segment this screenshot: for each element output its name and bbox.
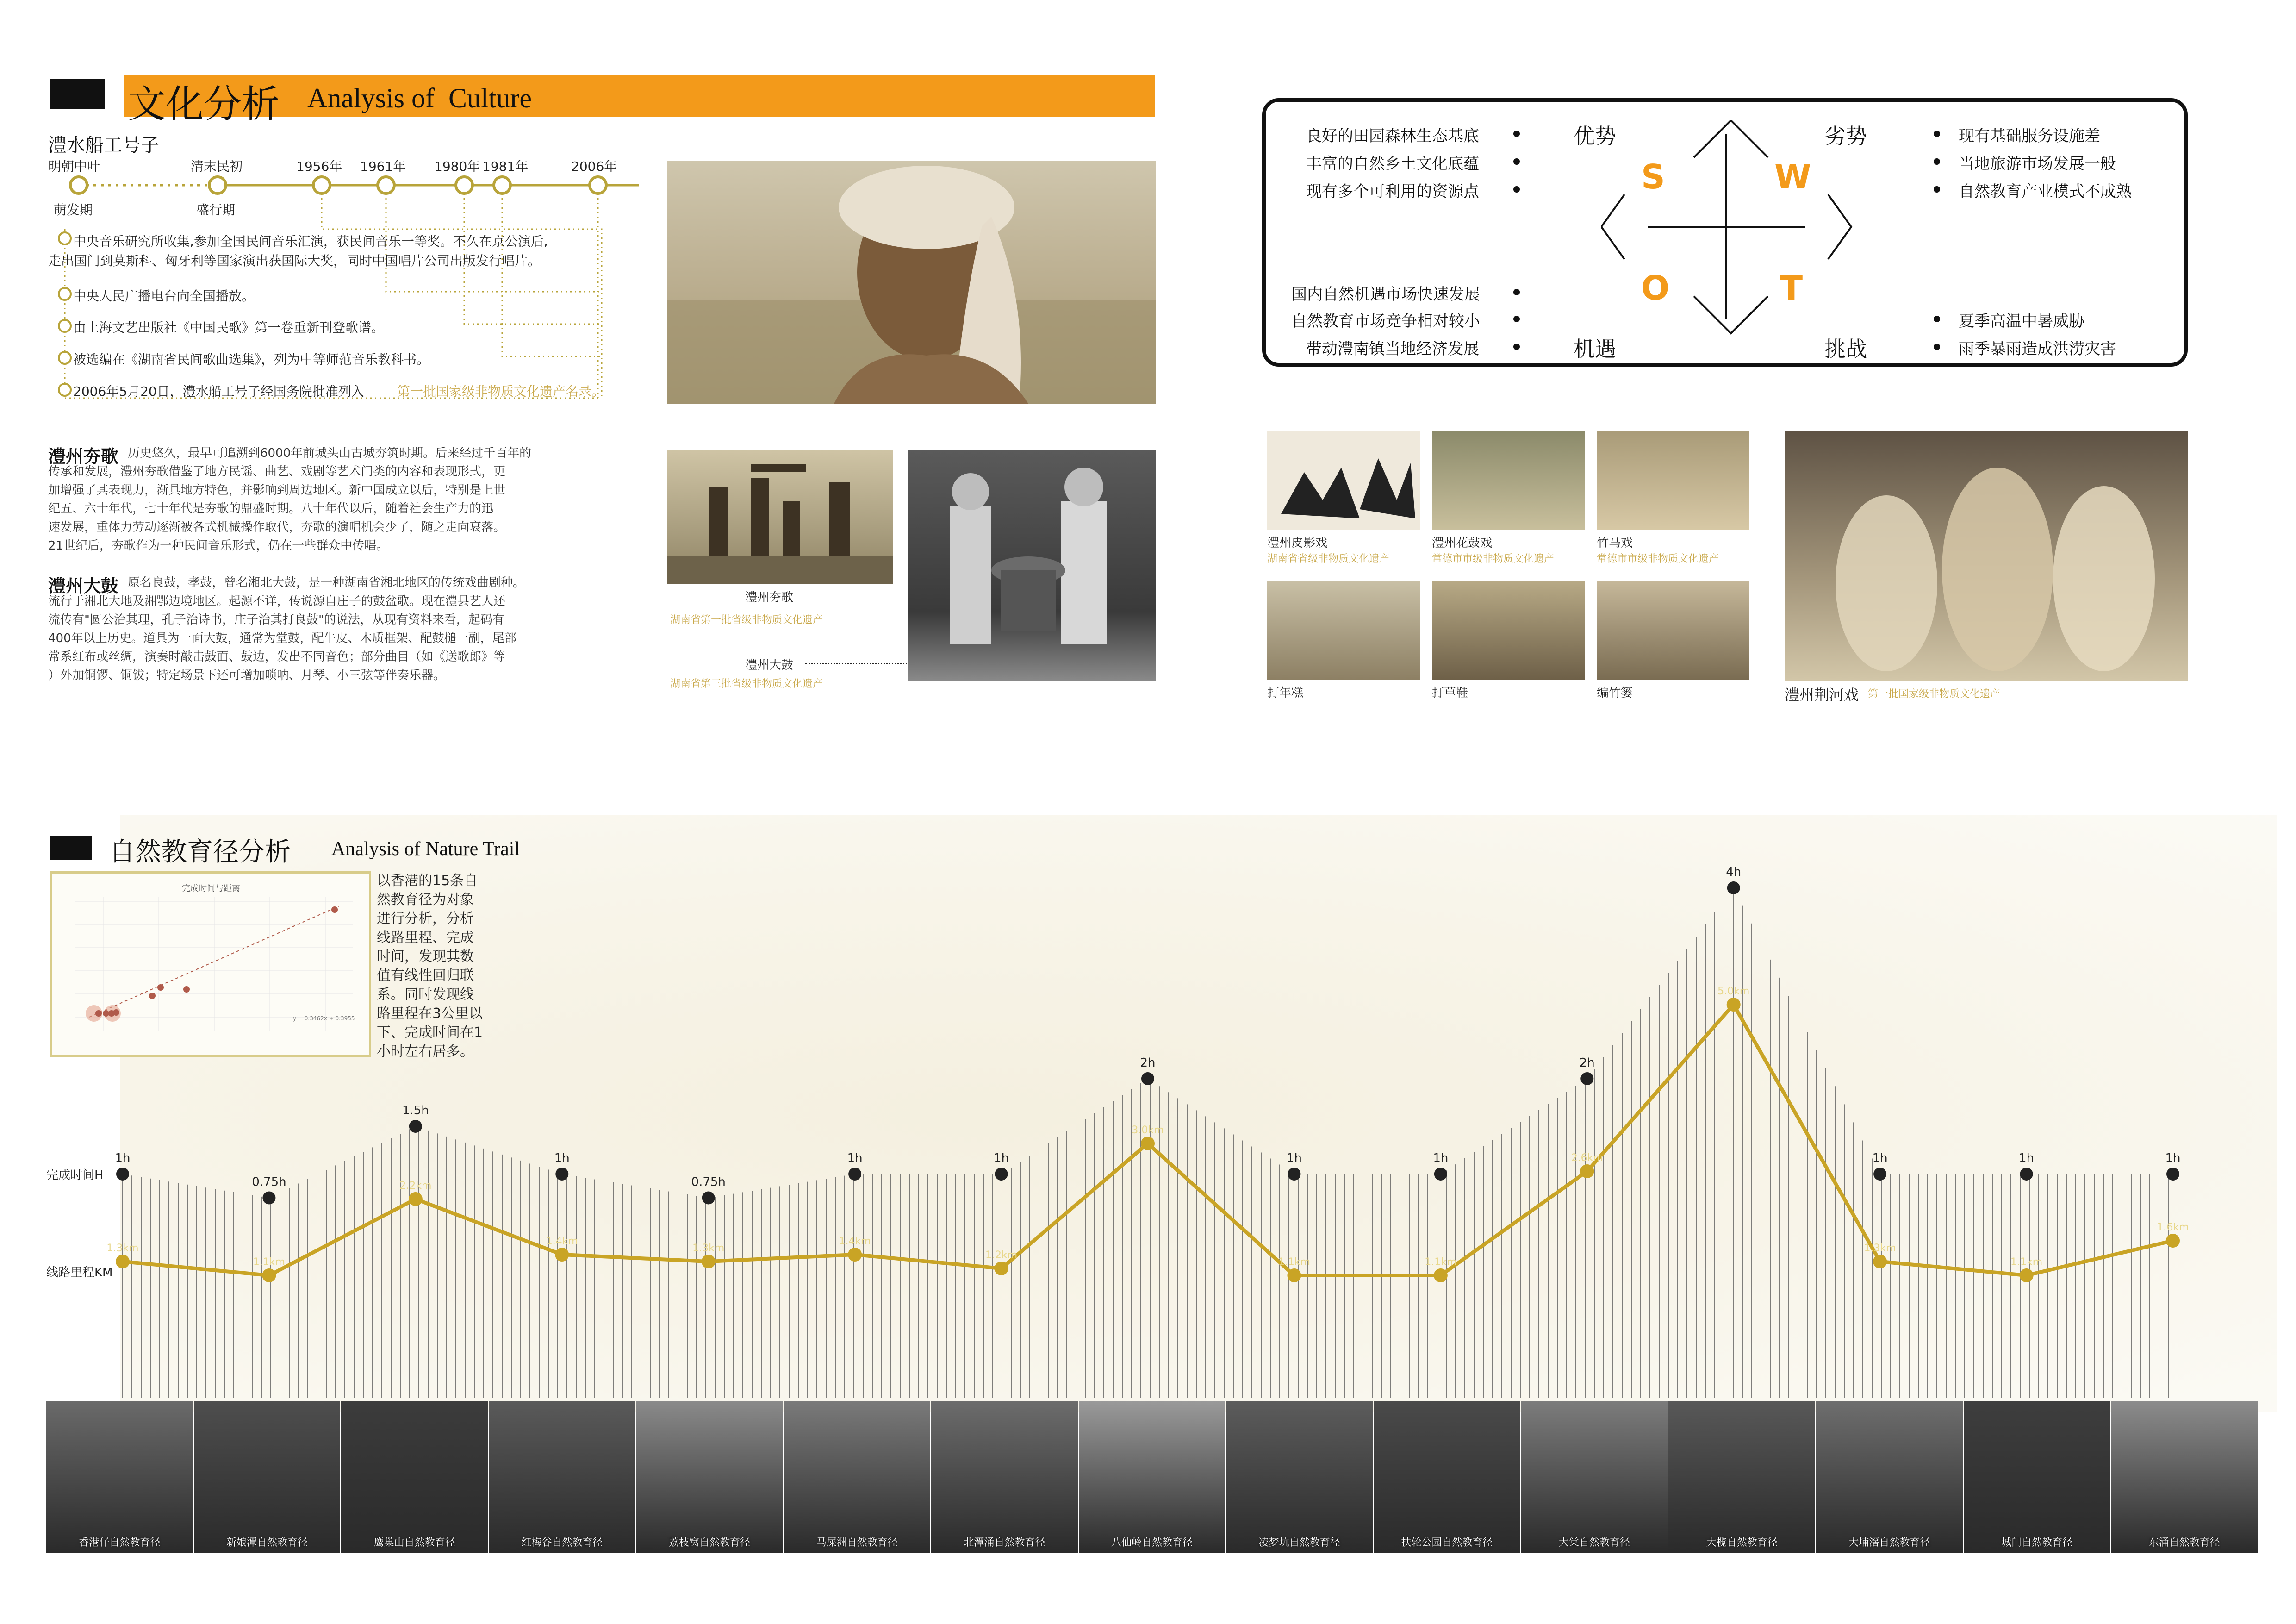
bullet [1513, 289, 1520, 295]
swot-weakness: 当地旅游市场发展一般 [1959, 155, 2116, 173]
drum-photo [908, 450, 1156, 681]
dance-line: 速发展，重体力劳动逐渐被各式机械操作取代，夯歌的演唱机会少了，随之走向衰落。 [48, 520, 506, 534]
trail-photo [784, 1401, 930, 1553]
distance-point [1434, 1268, 1448, 1282]
time-point [1873, 1168, 1886, 1181]
trail-name: 城门自然教育径 [2001, 1537, 2073, 1549]
time-label: 4h [1726, 865, 1742, 879]
distance-point [116, 1255, 130, 1268]
distance-label: 1.1km [1425, 1256, 1457, 1268]
nature-desc-line: 值有线性回归联 [377, 968, 474, 984]
nature-desc-line: 系。同时发现线 [377, 987, 474, 1003]
distance-point [2020, 1268, 2034, 1282]
trail-name: 大棠自然教育径 [1559, 1537, 1630, 1549]
timeline-stage: 萌发期 [54, 202, 93, 218]
timeline-event: 中央人民广播电台向全国播放。 [73, 288, 255, 304]
dance-line: 历史悠久，最早可追溯到6000年前城头山古城夯筑时期。后来经过千百年的 [128, 446, 532, 460]
trail-photo [46, 1401, 193, 1553]
timeline-label: 1981年 [482, 159, 529, 174]
time-point [995, 1168, 1008, 1181]
swot-letter-s: S [1641, 157, 1665, 196]
nature-title-en: Analysis of Nature Trail [331, 838, 520, 860]
trail-photo [489, 1401, 635, 1553]
trail-photo [1816, 1401, 1963, 1553]
culture-title-cn: 文化分析 [128, 82, 280, 126]
bullet [1513, 344, 1520, 350]
timeline-label: 1980年 [434, 159, 480, 174]
heritage-name: 编竹篓 [1597, 686, 1633, 700]
nature-desc-line: 进行分析，分析 [377, 911, 474, 927]
trail-name: 扶轮公园自然教育径 [1401, 1537, 1493, 1549]
swot-threat: 雨季暴雨造成洪涝灾害 [1959, 340, 2116, 358]
time-label: 1h [2165, 1151, 2181, 1165]
nature-title-cn: 自然教育径分析 [109, 837, 291, 867]
culture-header-block [50, 79, 105, 109]
time-label: 1h [847, 1151, 863, 1165]
swot-strength: 现有多个可利用的资源点 [1306, 182, 1479, 201]
time-label: 1h [115, 1151, 131, 1165]
trail-name: 新娘潭自然教育径 [226, 1537, 308, 1549]
distance-label: 1.3km [1864, 1243, 1896, 1254]
trail-name: 香港仔自然教育径 [79, 1537, 161, 1549]
distance-label: 1.1km [1278, 1256, 1311, 1268]
swot-opportunity: 带动澧南镇当地经济发展 [1306, 340, 1479, 358]
swot-weakness: 现有基础服务设施差 [1959, 127, 2100, 145]
nature-desc-line: 路里程在3公里以 [377, 1006, 483, 1022]
heritage-name: 打草鞋 [1432, 686, 1468, 700]
distance-point [1580, 1164, 1594, 1178]
drum-title: 澧州大鼓 [48, 576, 119, 596]
time-label: 1h [554, 1151, 570, 1165]
time-point [1727, 881, 1740, 894]
trail-photo-strip [46, 1401, 2259, 1553]
nature-desc-line: 小时左右居多。 [377, 1043, 474, 1060]
drum-line: 400年以上历史。道具为一面大鼓，通常为堂鼓，配牛皮、木质框架、配鼓槌一副，尾部 [48, 631, 516, 645]
distance-label: 1.6km [2157, 1222, 2189, 1233]
bullet [1934, 344, 1940, 350]
trail-photo [2111, 1401, 2258, 1553]
dance-line: 加增强了其表现力，渐具地方特色，并影响到周边地区。新中国成立以后，特别是上世 [48, 483, 506, 497]
timeline-event: 由上海文艺出版社《中国民歌》第一卷重新刊登歌谱。 [73, 320, 385, 335]
jinghe-name: 澧州荆河戏 [1785, 686, 1859, 704]
distance-point [555, 1248, 569, 1262]
shadow-puppet-photo [1267, 431, 1420, 530]
trail-name: 荔枝窝自然教育径 [669, 1537, 751, 1549]
trail-photo [1668, 1401, 1815, 1553]
trail-name: 大榄自然教育径 [1706, 1537, 1778, 1549]
swot-opportunity: 自然教育市场竞争相对较小 [1291, 312, 1480, 331]
drum-line: 常系红布或丝绸，演奏时敲击鼓面、鼓边，发出不同音色；部分曲目（如《送歌郎》等 [48, 650, 506, 664]
distance-label: 1.3km [106, 1243, 139, 1254]
distance-label: 3.0km [1132, 1124, 1164, 1136]
time-point [1288, 1168, 1300, 1181]
time-label: 1h [1286, 1151, 1302, 1165]
heritage-name: 打年糕 [1267, 686, 1304, 700]
bullet [1934, 316, 1940, 322]
trail-photo [1964, 1401, 2110, 1553]
time-point [1434, 1168, 1447, 1181]
axis-label-distance: 线路里程KM [46, 1266, 113, 1280]
time-label: 1h [2019, 1151, 2035, 1165]
distance-label: 2.2km [399, 1180, 432, 1192]
distance-point [1873, 1255, 1887, 1268]
time-point [262, 1192, 275, 1205]
distance-point [2166, 1234, 2180, 1248]
bullet [1513, 131, 1520, 137]
distance-label: 1.1km [2010, 1256, 2043, 1268]
time-point [555, 1168, 568, 1181]
swot-head-weakness: 劣势 [1824, 124, 1867, 149]
heritage-name: 澧州皮影戏 [1267, 536, 1328, 550]
bullet [1934, 158, 1940, 165]
boatman-photo [667, 161, 1156, 404]
nature-desc-line: 下、完成时间在1 [377, 1024, 483, 1041]
timeline-label: 1956年 [296, 159, 342, 174]
drum-line: ）外加铜锣、铜钹；特定场景下还可增加唢呐、月琴、小三弦等伴奏乐器。 [48, 668, 446, 682]
swot-strength: 良好的田园森林生态基底 [1306, 127, 1479, 145]
dance-line: 传承和发展，澧州夯歌借鉴了地方民谣、曲艺、戏剧等艺术门类的内容和表现形式，更 [48, 465, 506, 479]
trail-photo [194, 1401, 341, 1553]
timeline-label: 清末民初 [191, 159, 243, 174]
time-point [2166, 1168, 2179, 1181]
inset-equation: y = 0.3462x + 0.3955 [293, 1015, 355, 1022]
drum-line: 原名良鼓，孝鼓，曾名湘北大鼓，是一种湖南省湘北地区的传统戏曲剧种。 [128, 576, 525, 590]
timeline-event: 走出国门到莫斯科、匈牙利等国家演出获国际大奖，同时中国唱片公司出版发行唱片。 [48, 253, 541, 269]
rice-cake-photo [1267, 581, 1420, 680]
inset-title: 完成时间与距离 [182, 884, 240, 893]
bullet [1513, 316, 1520, 322]
dance-title: 澧州夯歌 [48, 446, 119, 467]
photo-subcaption: 湖南省第一批省级非物质文化遗产 [670, 614, 823, 626]
time-point [702, 1192, 715, 1205]
straw-sandal-photo [1432, 581, 1585, 680]
timeline-event: 中央音乐研究所收集,参加全国民间音乐汇演，获民间音乐一等奖。不久在京公演后, [73, 234, 548, 249]
trail-name: 东涌自然教育径 [2148, 1537, 2220, 1549]
distance-label: 1.4km [546, 1236, 578, 1247]
trail-name: 红梅谷自然教育径 [521, 1537, 603, 1549]
trail-name: 凌梦坑自然教育径 [1258, 1537, 1340, 1549]
distance-point [1727, 998, 1741, 1012]
drum-line: 流传有"圆公治其理，孔子治诗书，庄子治其打良鼓"的说法，从现有资料来看，起码有 [48, 613, 504, 627]
distance-label: 1.4km [839, 1236, 871, 1247]
axis-label-time: 完成时间H [46, 1168, 104, 1182]
photo-caption: 澧州大鼓 [745, 658, 794, 672]
bullet [1513, 186, 1520, 193]
distance-point [1287, 1268, 1301, 1282]
timeline-event-highlight: 第一批国家级非物质文化遗产名录。 [397, 384, 605, 399]
time-point [116, 1168, 129, 1181]
swot-head-strength: 优势 [1574, 124, 1616, 149]
timeline-label: 1961年 [360, 159, 406, 174]
trail-name: 北潭涌自然教育径 [964, 1537, 1045, 1549]
swot-weakness: 自然教育产业模式不成熟 [1959, 182, 2132, 201]
distance-point [995, 1262, 1008, 1275]
distance-label: 1.2km [985, 1249, 1018, 1261]
drum-line: 流行于湘北大地及湘鄂边境地区。起源不详，传说源自庄子的鼓盆歌。现在澧县艺人还 [48, 594, 506, 608]
timeline-label: 明朝中叶 [48, 159, 100, 174]
timeline-event: 被选编在《湖南省民间歌曲选集》，列为中等师范音乐教科书。 [73, 352, 430, 367]
distance-label: 5.0km [1717, 986, 1750, 997]
swot-letter-t: T [1780, 269, 1803, 307]
swot-letter-o: O [1641, 269, 1670, 307]
swot-opportunity: 国内自然机遇市场快速发展 [1291, 285, 1480, 304]
culture-title-en: Analysis of Culture [307, 83, 532, 113]
distance-label: 1.3km [692, 1243, 725, 1254]
time-point [2020, 1168, 2033, 1181]
time-label: 1h [1872, 1151, 1888, 1165]
time-point [1580, 1072, 1593, 1085]
nature-desc-line: 然教育径为对象 [377, 892, 474, 908]
trail-name: 八仙岭自然教育径 [1111, 1537, 1193, 1549]
distance-label: 2.6km [1571, 1152, 1603, 1164]
trail-photo [1226, 1401, 1373, 1553]
trail-name: 鹰巢山自然教育径 [373, 1537, 455, 1549]
nature-desc-line: 线路里程、完成 [377, 930, 474, 946]
tamping-song-photo [667, 450, 893, 584]
timeline-label: 2006年 [571, 159, 617, 174]
distance-label: 1.1km [253, 1256, 286, 1268]
time-label: 1h [994, 1151, 1009, 1165]
caption-leader [805, 663, 907, 664]
time-point [848, 1168, 861, 1181]
trail-name: 大埔滘自然教育径 [1848, 1537, 1930, 1549]
heritage-name: 澧州花鼓戏 [1432, 536, 1493, 550]
distance-point [1141, 1137, 1155, 1150]
nature-desc-line: 时间，发现其数 [377, 949, 474, 965]
trail-name: 马屎洲自然教育径 [816, 1537, 898, 1549]
swot-strength: 丰富的自然乡土文化底蕴 [1306, 155, 1479, 173]
heritage-name: 竹马戏 [1597, 536, 1633, 550]
trail-photo [1374, 1401, 1520, 1553]
time-label: 2h [1579, 1056, 1595, 1070]
heritage-sub: 常德市市级非物质文化遗产 [1597, 553, 1719, 565]
dance-line: 21世纪后，夯歌作为一种民间音乐形式，仍在一些群众中传唱。 [48, 539, 389, 553]
time-label: 2h [1140, 1056, 1156, 1070]
time-label: 0.75h [691, 1175, 726, 1189]
time-point [409, 1120, 422, 1133]
timeline-graphic [46, 153, 657, 412]
trail-photo [931, 1401, 1078, 1553]
heritage-sub: 常德市市级非物质文化遗产 [1432, 553, 1555, 565]
swot-letter-w: W [1774, 157, 1811, 196]
distance-point [702, 1255, 716, 1268]
trail-photo [1521, 1401, 1668, 1553]
timeline-stage: 盛行期 [196, 202, 236, 218]
swot-head-opportunity: 机遇 [1574, 337, 1616, 362]
timeline-event: 2006年5月20日，澧水船工号子经国务院批准列入 [73, 384, 364, 399]
distance-point [262, 1268, 276, 1282]
distance-point [409, 1192, 423, 1206]
trail-photo [636, 1401, 783, 1553]
bullet [1513, 158, 1520, 165]
chant-title: 澧水船工号子 [48, 135, 159, 156]
time-label: 1.5h [402, 1104, 429, 1118]
time-label: 1h [1433, 1151, 1449, 1165]
bamboo-horse-photo [1597, 431, 1749, 530]
bamboo-basket-photo [1597, 581, 1749, 680]
heritage-sub: 湖南省省级非物质文化遗产 [1267, 553, 1390, 565]
distance-point [848, 1248, 862, 1262]
bullet [1934, 131, 1940, 137]
photo-caption: 澧州夯歌 [745, 591, 794, 605]
time-label: 0.75h [252, 1175, 286, 1189]
trail-photo [1079, 1401, 1226, 1553]
dance-line: 纪五、六十年代，七十年代是夯歌的鼎盛时期。八十年代以后，随着社会生产力的迅 [48, 502, 494, 516]
trail-photo [341, 1401, 488, 1553]
bullet [1934, 186, 1940, 193]
photo-subcaption: 湖南省第三批省级非物质文化遗产 [670, 678, 823, 690]
swot-diagram [1601, 120, 1860, 352]
trail-chart [0, 787, 2296, 1398]
time-point [1141, 1072, 1154, 1085]
swot-threat: 夏季高温中暑威胁 [1959, 312, 2084, 331]
jinghe-sub: 第一批国家级非物质文化遗产 [1868, 688, 2001, 700]
swot-head-threat: 挑战 [1824, 337, 1867, 362]
jinghe-opera-photo [1785, 431, 2188, 681]
nature-desc-line: 以香港的15条自 [377, 873, 478, 889]
flower-drum-photo [1432, 431, 1585, 530]
